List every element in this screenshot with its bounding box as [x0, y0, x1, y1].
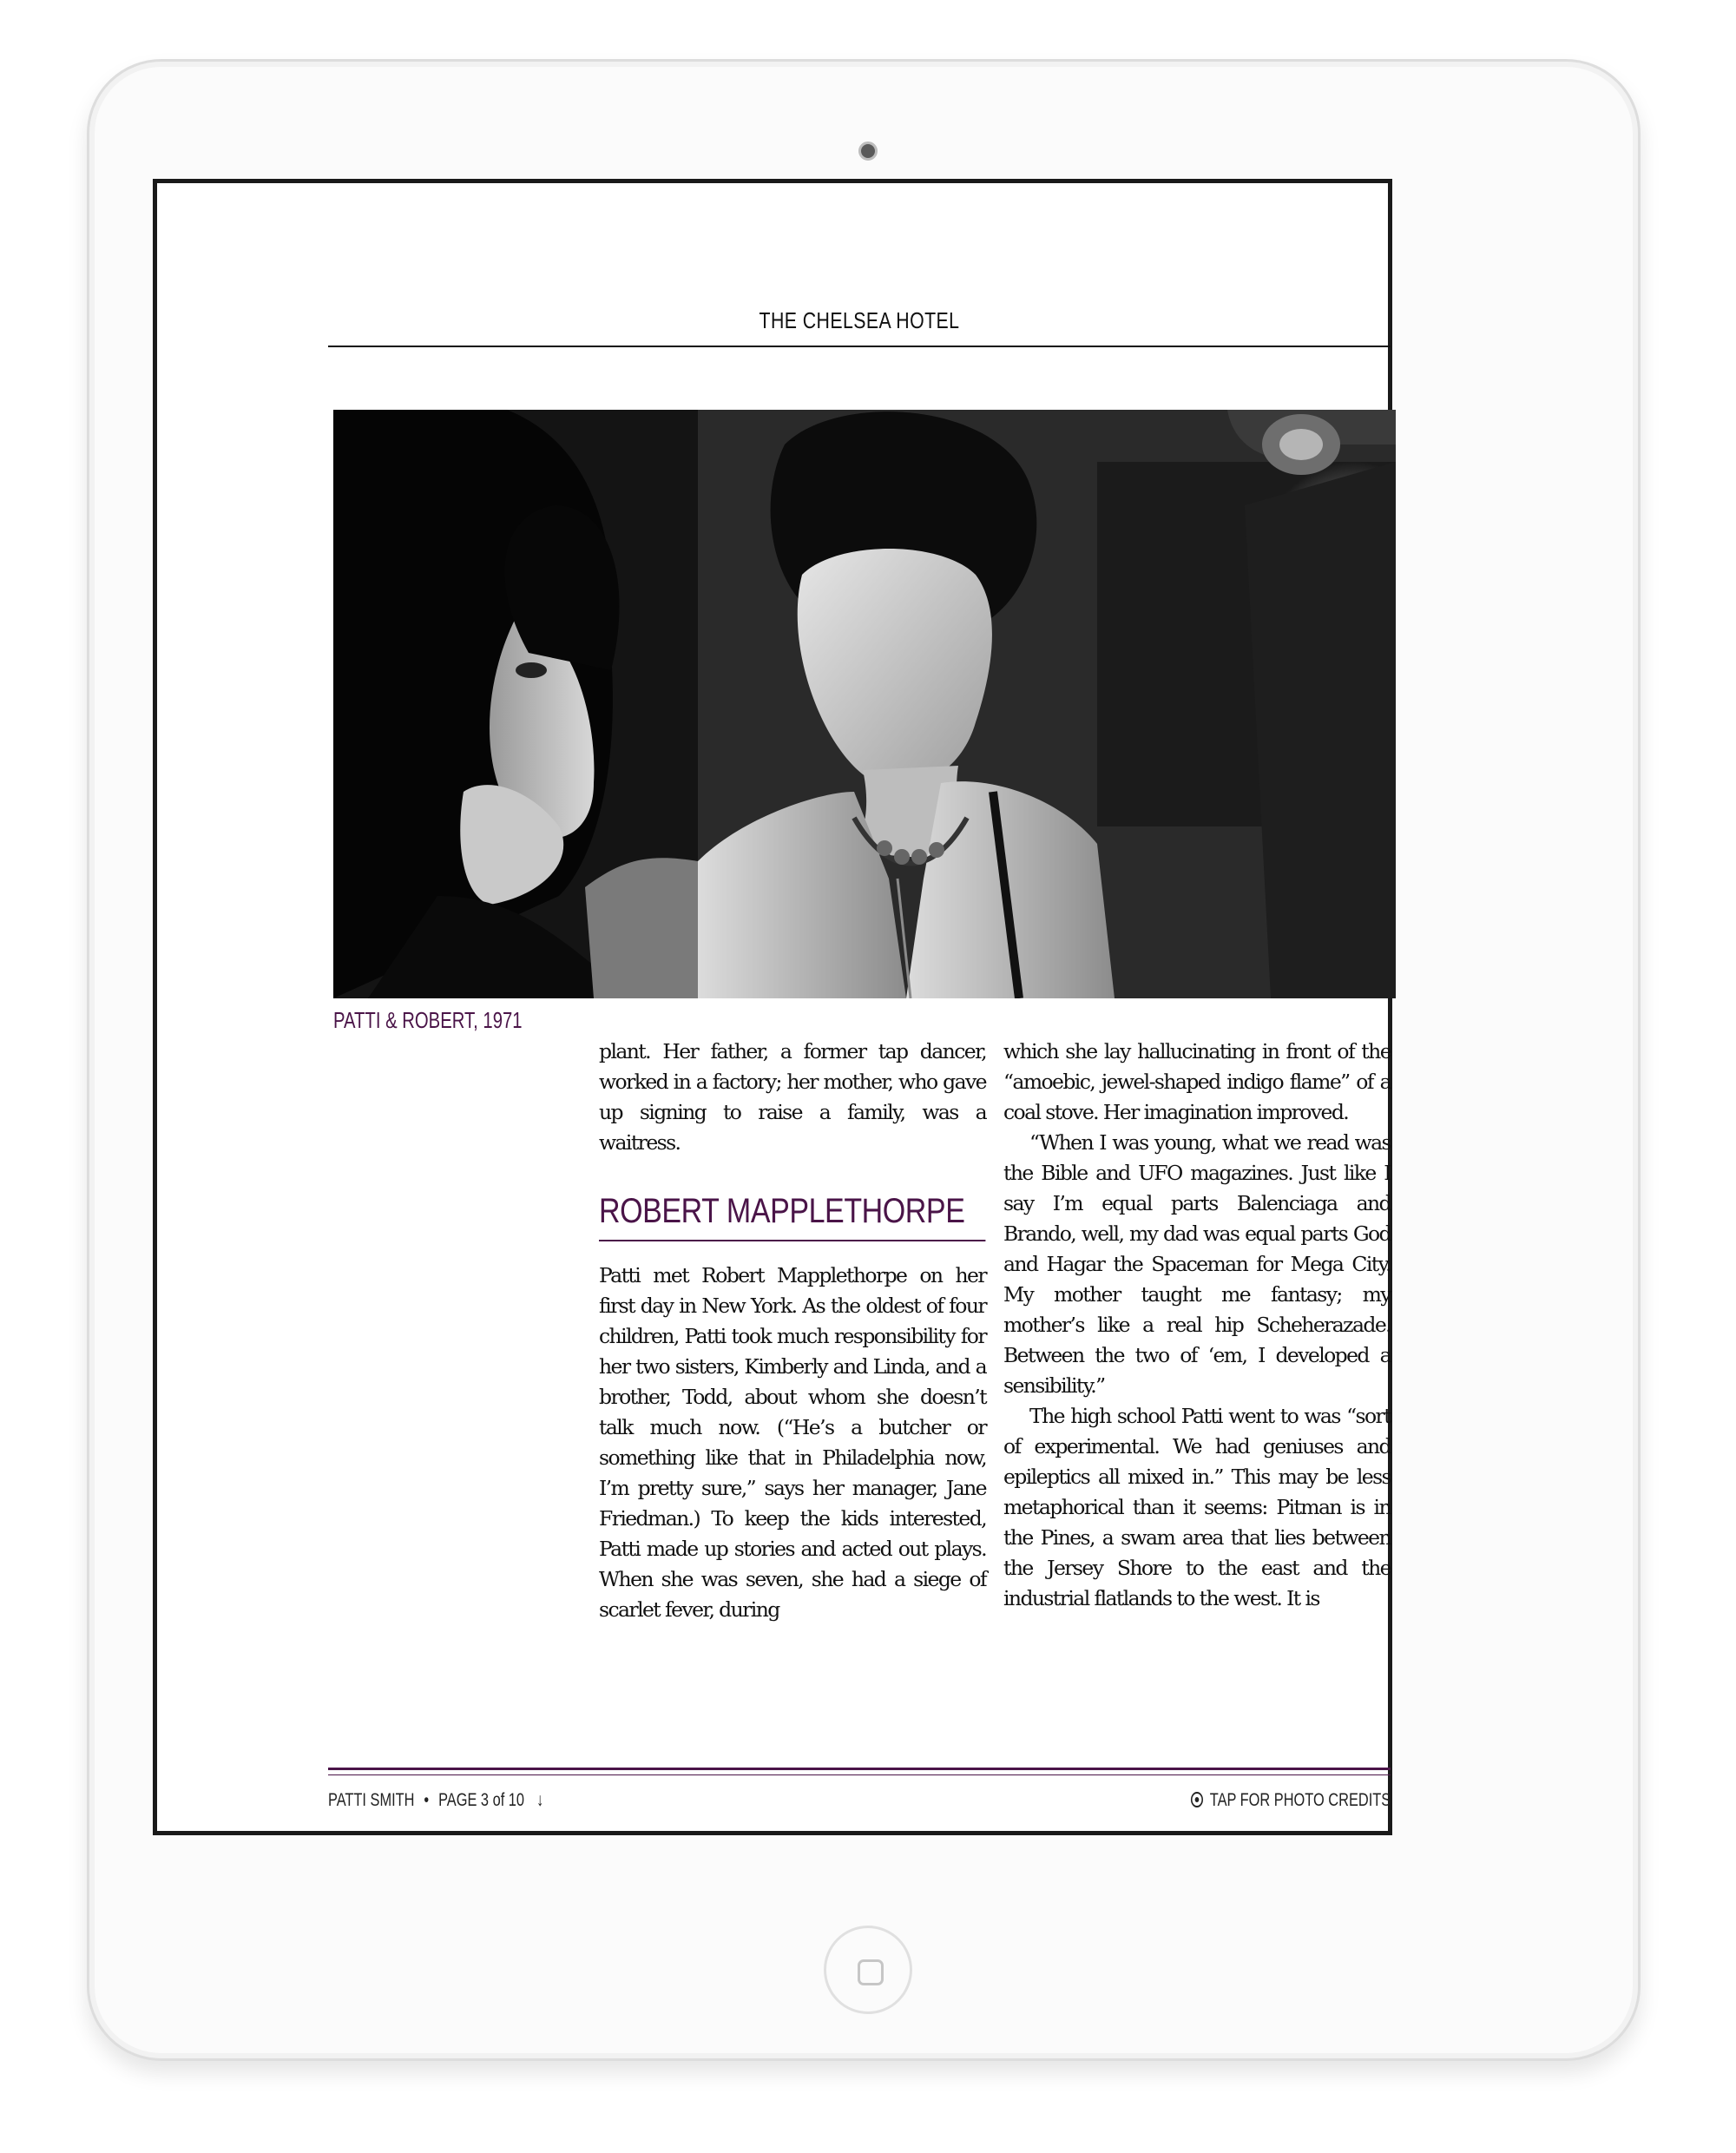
article-column-left: [599, 1037, 986, 1625]
footer-separator: •: [424, 1790, 430, 1810]
photo-image: [333, 410, 1396, 998]
footer-rule-thin: [328, 1774, 1391, 1775]
radio-dot-icon: [1191, 1792, 1203, 1807]
article-paragraph: “When I was young, what we read was the Bible and UFO magazines. Just like I say I’m equal parts Balenciaga and Brando, well, my dad was equal parts God and Hagar the Spaceman for Mega City. My mother taught me fantasy; my mother’s like a real hip Scheherazade. Between the two of ‘em, I developed a sensibility.”: [1003, 1130, 1391, 1398]
article-photo[interactable]: [333, 410, 1396, 998]
footer-section-title: PATTI SMITH: [328, 1790, 415, 1810]
page-navigation[interactable]: [328, 1790, 543, 1811]
running-head: THE CHELSEA HOTEL: [759, 307, 960, 333]
article-paragraph: which she lay hallucinating in front of the “amoebic, jewel-shaped indigo flame” of a coal stove. Her imagination improved.: [1003, 1039, 1391, 1124]
footer-rule: [328, 1768, 1391, 1770]
section-heading: ROBERT MAPPLETHORPE: [599, 1191, 986, 1241]
photo-credits-button[interactable]: [1191, 1790, 1391, 1811]
article-paragraph: The high school Patti went to was “sort of experimental. We had geniuses and epileptics all mixed in.” This may be less metaphorical than it seems: Pitman is in the Pines, a swam area that lies between the Jersey Shore to the east and the industrial flatlands to the west. It is: [1003, 1404, 1391, 1610]
arrow-down-icon[interactable]: ↓: [536, 1790, 544, 1810]
camera-icon: [858, 142, 878, 161]
article-paragraph: plant. Her father, a former tap dancer, worked in a factory; her mother, who gave up signing to raise a family, was a waitress.: [599, 1039, 986, 1155]
article-column-right: [1003, 1037, 1391, 1614]
photo-caption: PATTI & ROBERT, 1971: [333, 1007, 523, 1033]
home-square-icon: [858, 1959, 884, 1985]
magazine-page: [241, 250, 1396, 1900]
header-rule: [328, 346, 1391, 347]
home-button[interactable]: [824, 1926, 912, 2014]
page-indicator[interactable]: PAGE 3 of 10: [438, 1790, 525, 1810]
photo-credits-label: TAP FOR PHOTO CREDITS: [1209, 1790, 1391, 1810]
article-paragraph: Patti met Robert Mapplethorpe on her first day in New York. As the oldest of four children, Patti took much responsibility for her two sisters, Kimberly and Linda, and a brother, Todd, about whom she doesn’t talk much now. (“He’s a butcher or something like that in Philadelphia now, I’m pretty sure,” says her manager, Jane Friedman.) To keep the kids interested, Patti made up stories and acted out plays. When she was seven, she had a siege of scarlet fever, during: [599, 1263, 986, 1622]
